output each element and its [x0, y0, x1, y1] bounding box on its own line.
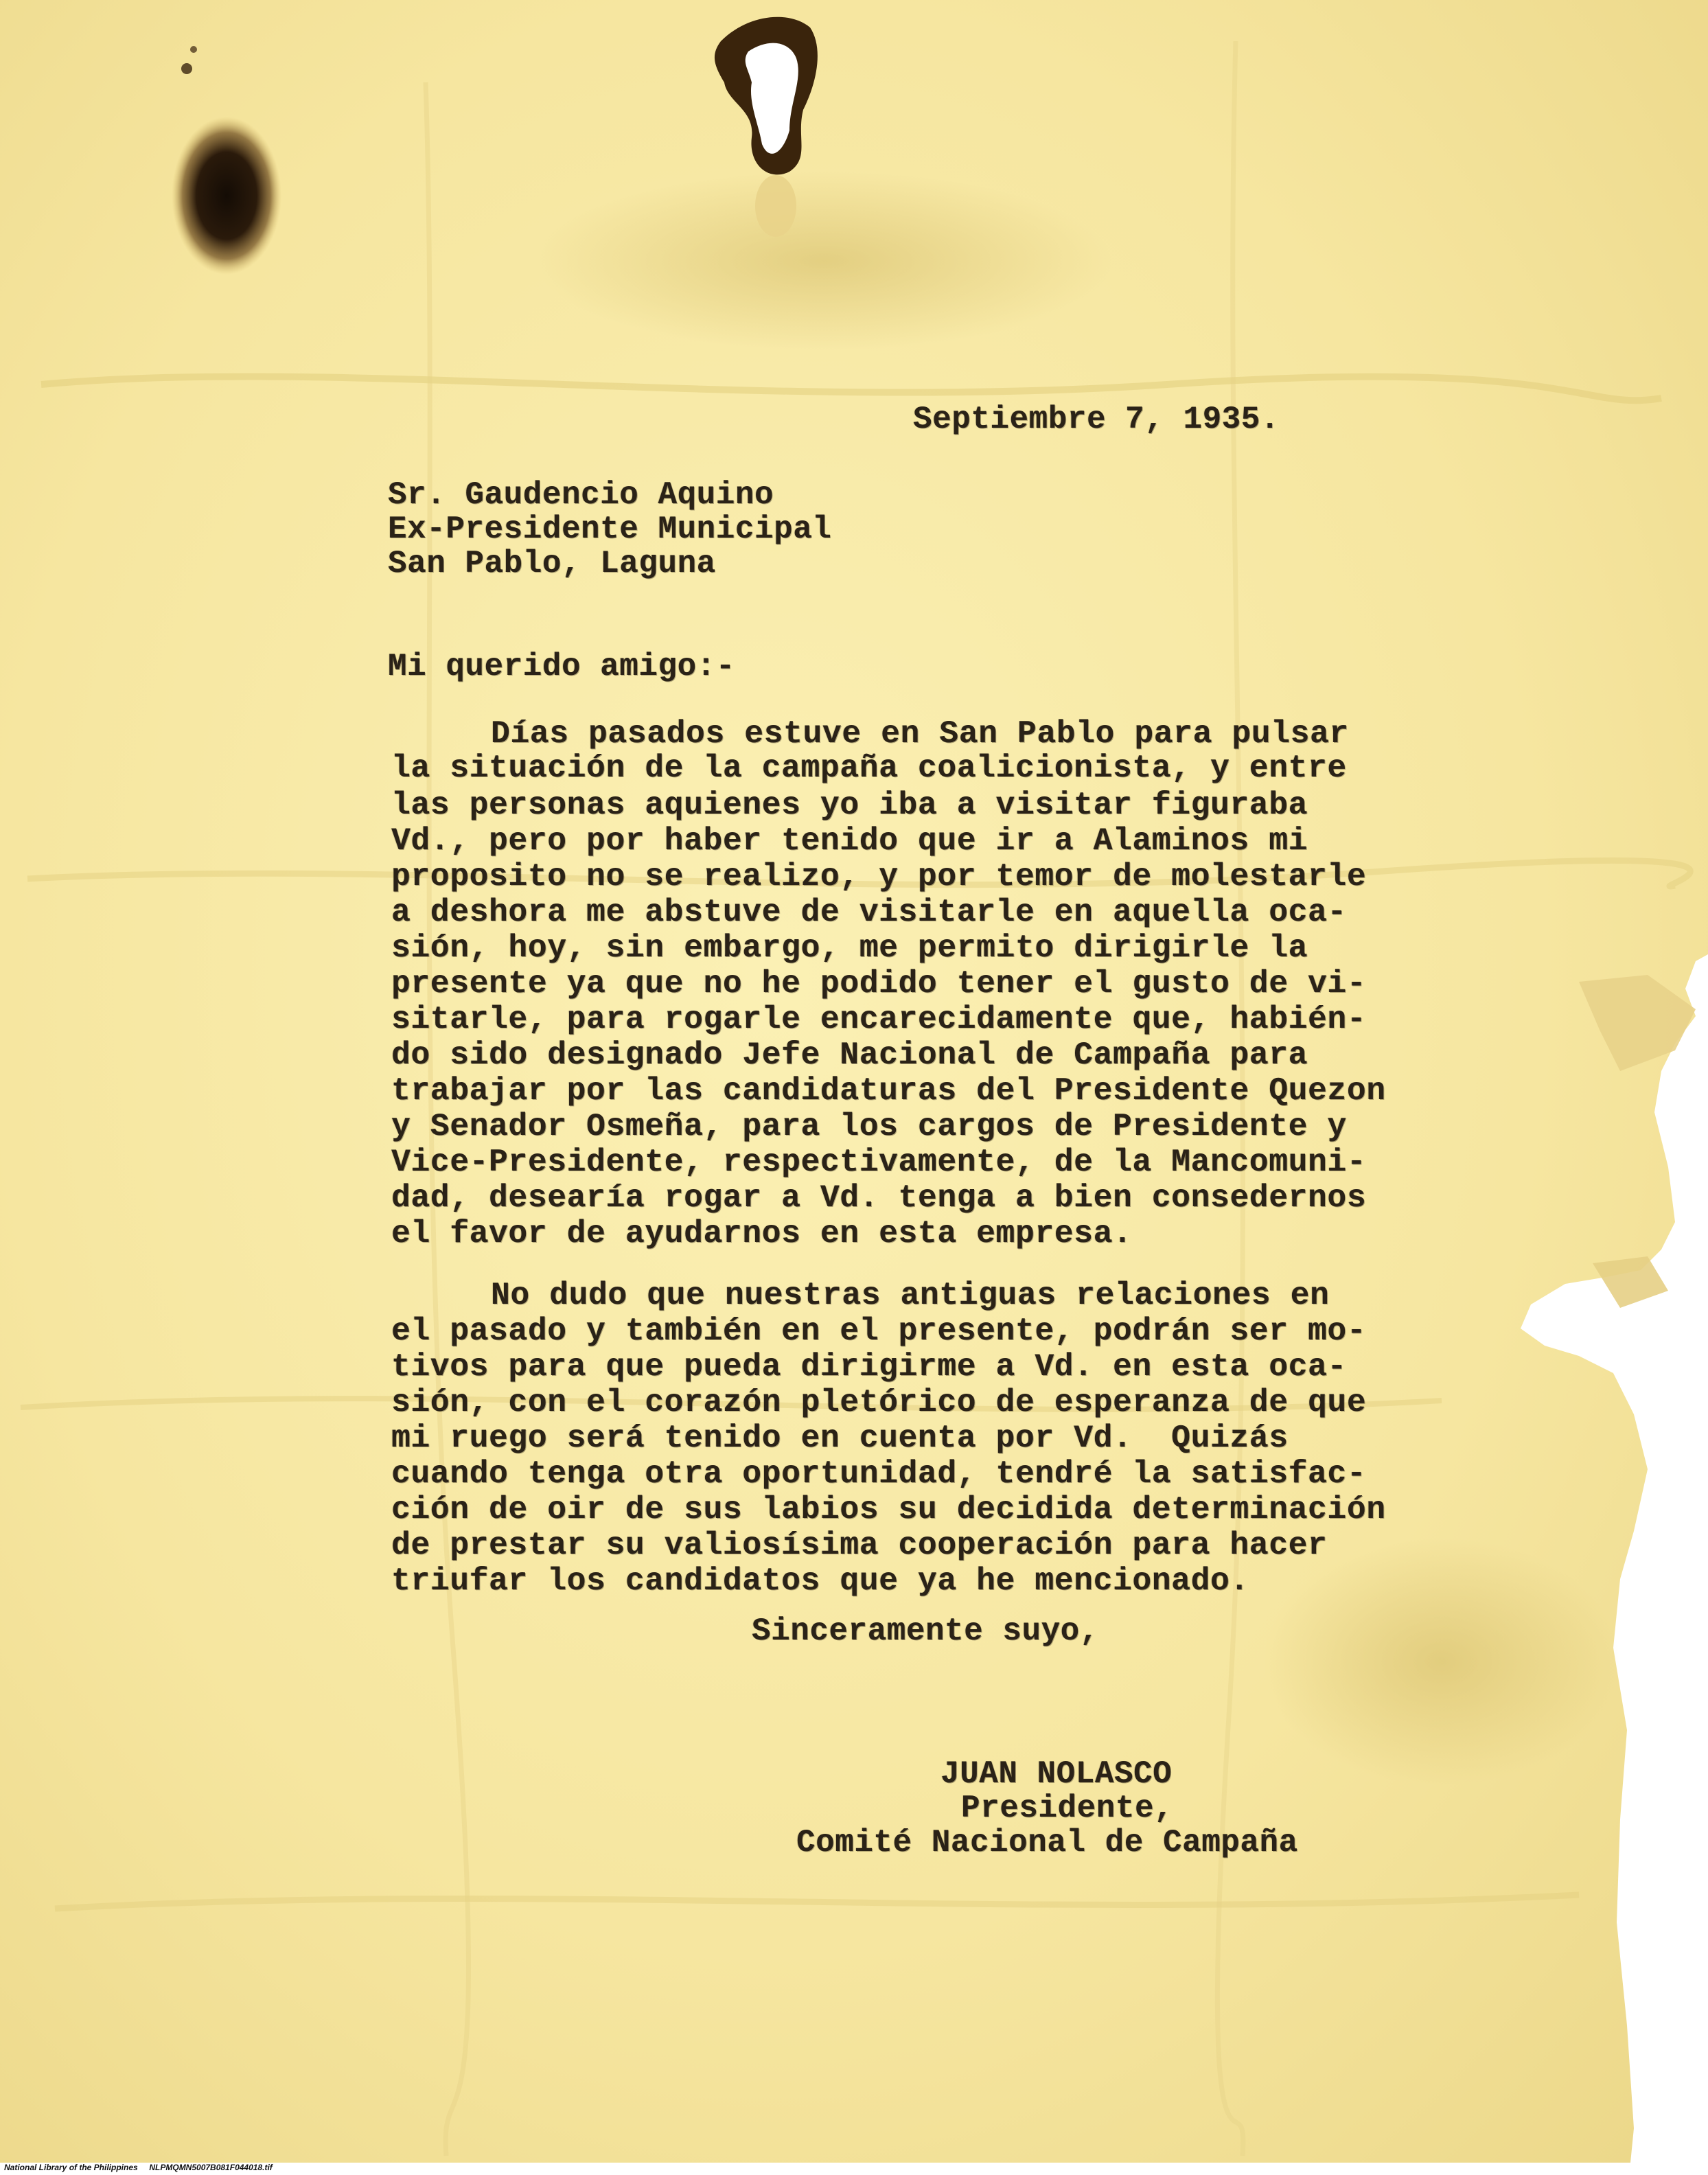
paragraph2-line: tivos para que pueda dirigirme a Vd. en esta oca- [391, 1348, 1347, 1385]
signatory-organization: Comité Nacional de Campaña [796, 1825, 1298, 1861]
paragraph1-line: dad, desearía rogar a Vd. tenga a bien consedernos [391, 1179, 1367, 1216]
paragraph2-line: el pasado y también en el presente, podrán ser mo- [391, 1313, 1367, 1349]
paragraph1-line: Vd., pero por haber tenido que ir a Alaminos mi [391, 822, 1308, 859]
paragraph1-line: proposito no se realizo, y por temor de molestarle [391, 858, 1367, 895]
paragraph1-line: Días pasados estuve en San Pablo para pulsar [491, 715, 1349, 752]
paragraph1-line: do sido designado Jefe Nacional de Campaña para [391, 1037, 1308, 1073]
closing: Sinceramente suyo, [752, 1613, 1099, 1649]
paragraph2-line: de prestar su valiosísima cooperación para hacer [391, 1527, 1328, 1563]
paragraph2-line: cuando tenga otra oportunidad, tendré la satisfac- [391, 1455, 1367, 1492]
paragraph1-line: trabajar por las candidaturas del Presidente Quezon [391, 1072, 1386, 1109]
paragraph1-line: a deshora me abstuve de visitarle en aquella oca- [391, 894, 1347, 930]
paragraph2-line: No dudo que nuestras antiguas relaciones en [491, 1277, 1330, 1313]
paragraph1-line: sión, hoy, sin embargo, me permito dirigirle la [391, 930, 1308, 966]
recipient-location: San Pablo, Laguna [388, 546, 716, 582]
paragraph1-line: Vice-Presidente, respectivamente, de la Mancomuni- [391, 1144, 1367, 1180]
paragraph2-line: triufar los candidatos que ya he mencionado. [391, 1563, 1249, 1599]
paragraph1-line: la situación de la campaña coalicionista, y entre [391, 750, 1347, 786]
letter-date: Septiembre 7, 1935. [913, 402, 1280, 437]
paragraph2-line: ción de oir de sus labios su decidida determinación [391, 1491, 1386, 1528]
paragraph2-line: sión, con el corazón pletórico de esperanza de que [391, 1384, 1367, 1420]
paragraph1-line: sitarle, para rogarle encarecidamente que, habién- [391, 1001, 1367, 1037]
recipient-title: Ex-Presidente Municipal [388, 511, 832, 547]
paragraph1-line: el favor de ayudarnos en esta empresa. [391, 1215, 1133, 1252]
signatory-title: Presidente, [961, 1791, 1174, 1826]
paragraph1-line: y Senador Osmeña, para los cargos de Presidente y [391, 1108, 1347, 1144]
paragraph2-line: mi ruego será tenido en cuenta por Vd. Quizás [391, 1420, 1289, 1456]
recipient-name: Sr. Gaudencio Aquino [388, 477, 774, 513]
burn-mark-left [172, 117, 281, 275]
salutation: Mi querido amigo:- [388, 649, 735, 684]
signatory-name: JUAN NOLASCO [940, 1756, 1173, 1792]
paragraph1-line: las personas aquienes yo iba a visitar figuraba [391, 787, 1308, 823]
paragraph1-line: presente ya que no he podido tener el gusto de vi- [391, 965, 1367, 1002]
archive-caption: National Library of the Philippines NLPMQMN5007B081F044018.tif [4, 2163, 273, 2172]
